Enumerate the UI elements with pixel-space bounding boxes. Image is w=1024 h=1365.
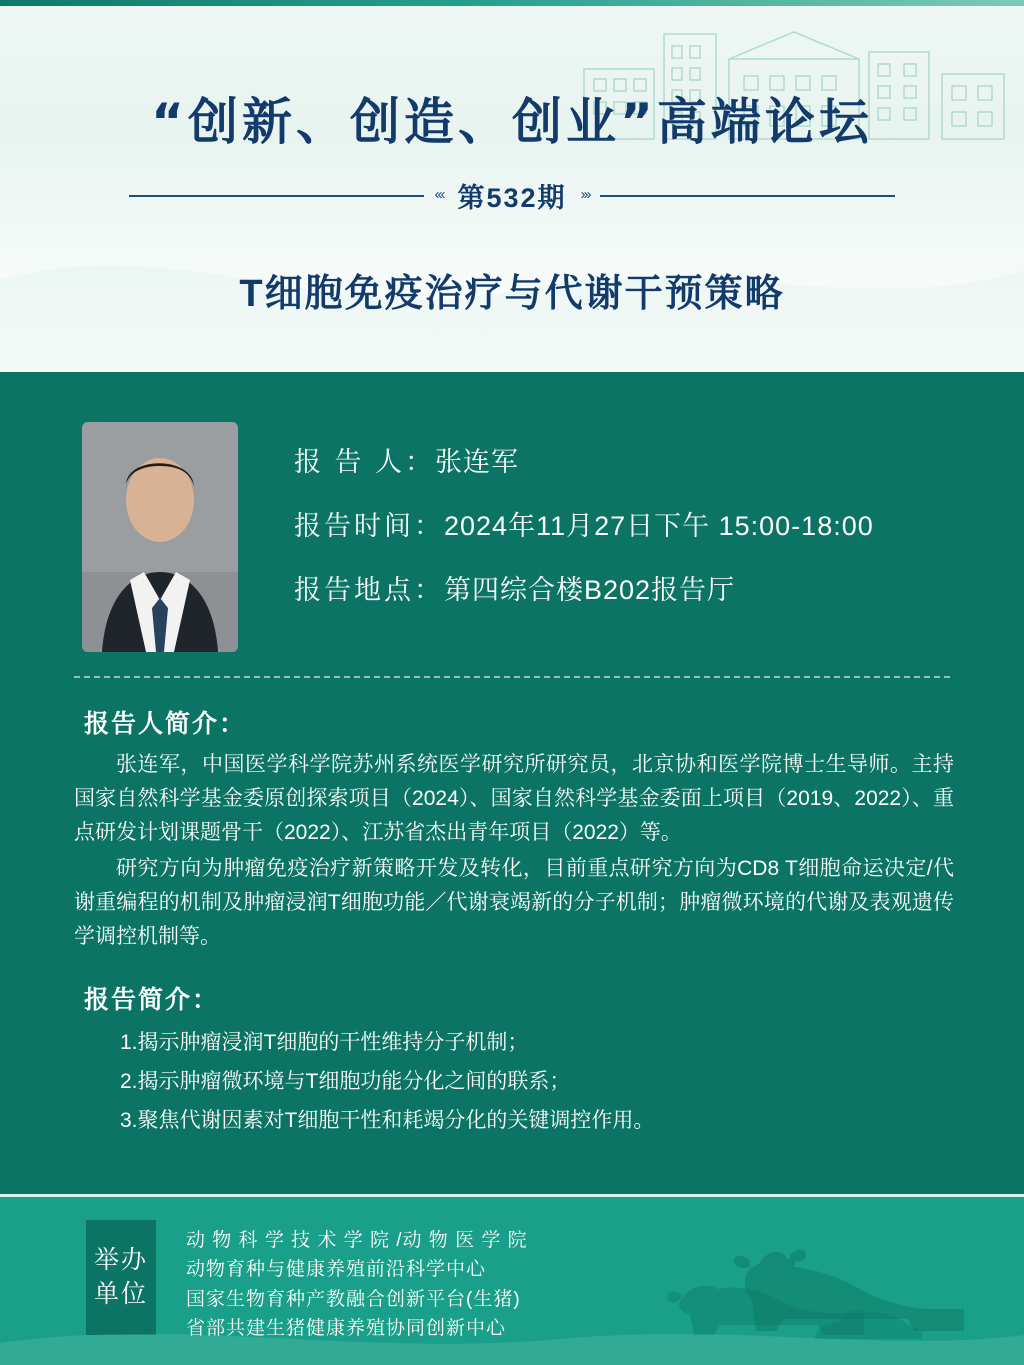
page-title: “创新、创造、创业”高端论坛 [151, 93, 873, 151]
speaker-name-label: 报 告 人： [294, 447, 436, 477]
issue-rule-left [129, 195, 424, 197]
speaker-venue-row [294, 568, 874, 607]
poster-body [0, 372, 1024, 1194]
footer-wave-decoration [0, 1305, 1024, 1365]
bio-paragraph-1: 张连军，中国医学科学院苏州系统医学研究所研究员，北京协和医学院博士生导师。主持国家自然科学基金委原创探索项目（2024）、国家自然科学基金委面上项目（2019、2022）、重点研发计划课题骨干（2022）、江苏省杰出青年项目（2022）等。 [74, 753, 954, 845]
speaker-time-value: 2024年11月27日下午 15:00-18:00 [444, 511, 874, 541]
host-org-line: 动 物 科 学 技 术 学 院 /动 物 医 学 院 [186, 1230, 528, 1251]
host-org-line: 省部共建生猪健康养殖协同创新中心 [186, 1318, 507, 1340]
lecture-title: T细胞免疫治疗与代谢干预策略 [239, 273, 785, 315]
issue-row [0, 176, 1024, 215]
host-org-line: 动物育种与健康养殖前沿科学中心 [186, 1259, 487, 1281]
abstract-heading: 报告简介： [84, 986, 220, 1015]
speaker-time-label: 报告时间： [294, 511, 444, 541]
list-item: 3.聚焦代谢因素对T细胞干性和耗竭分化的关键调控作用。 [120, 1108, 655, 1132]
host-badge-line1: 举办 [93, 1245, 148, 1274]
section-divider [74, 676, 950, 678]
bio-heading: 报告人简介： [84, 710, 247, 738]
speaker-name-row [294, 440, 874, 479]
footer-divider [0, 1194, 1024, 1197]
issue-number: 第532期 [457, 183, 567, 213]
top-accent-bar [0, 0, 1024, 6]
avatar [82, 422, 238, 652]
speaker-name-value: 张连军 [435, 447, 520, 477]
list-item: 1.揭示肿瘤浸润T细胞的干性维持分子机制； [120, 1031, 529, 1055]
bio-paragraph-2: 研究方向为肿瘤免疫治疗新策略开发及转化，目前重点研究方向为CD8 T细胞命运决定/代谢重编程的机制及肿瘤浸润T细胞功能／代谢衰竭新的分子机制；肿瘤微环境的代谢及表观遗传学调控机制等。 [74, 857, 954, 949]
issue-rule-right [600, 195, 895, 197]
speaker-venue-value: 第四综合楼B202报告厅 [444, 575, 736, 605]
list-item: 2.揭示肿瘤微环境与T细胞功能分化之间的联系； [120, 1069, 571, 1093]
chevron-right-icon: ››› [580, 186, 590, 203]
speaker-portrait [82, 422, 238, 652]
poster-footer [0, 1194, 1024, 1365]
speaker-venue-label: 报告地点： [294, 575, 444, 605]
header-wave-decoration [0, 120, 1024, 370]
host-org-line: 国家生物育种产教融合创新平台(生猪) [186, 1288, 521, 1310]
speaker-details [294, 422, 874, 652]
chevron-left-icon: ‹‹‹ [434, 186, 444, 203]
speaker-block [0, 372, 1024, 652]
speaker-time-row [294, 504, 874, 543]
poster-header [0, 0, 1024, 372]
abstract-list [120, 1024, 1024, 1141]
host-badge-line2: 单位 [93, 1279, 148, 1308]
